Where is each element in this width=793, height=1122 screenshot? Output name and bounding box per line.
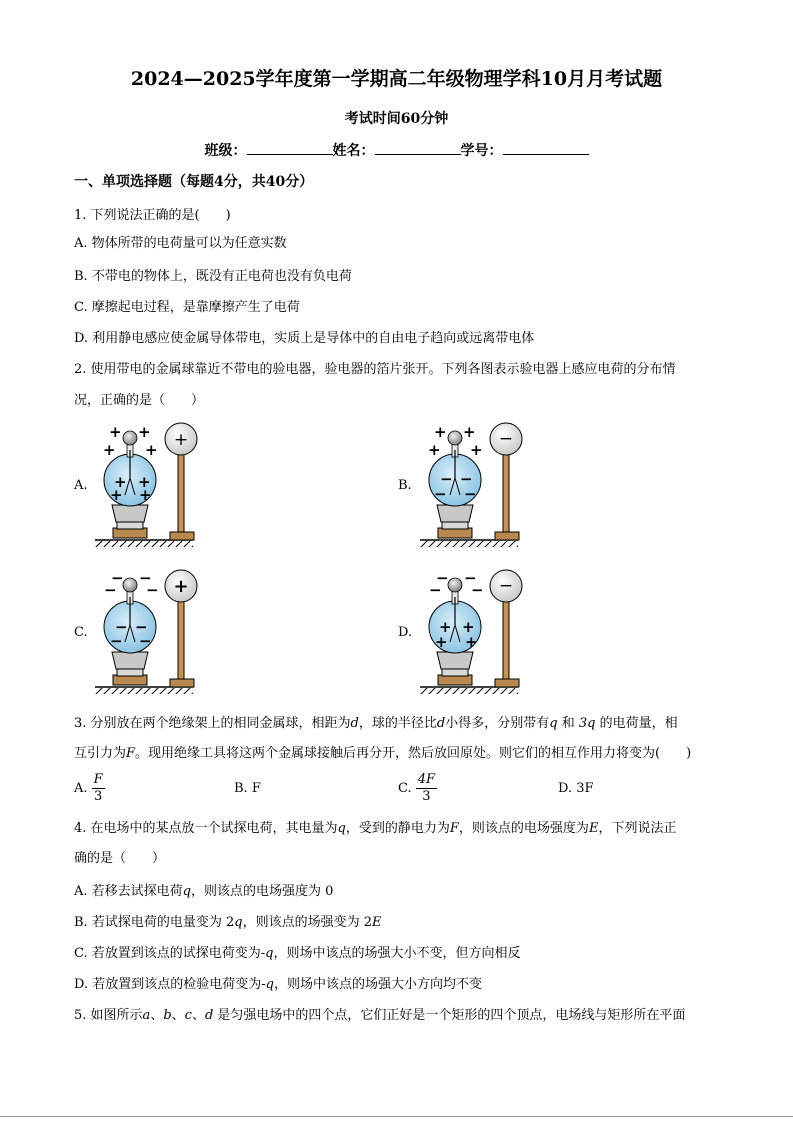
svg-text:−: − bbox=[498, 429, 514, 449]
q4-b-text1: B. 若试探电荷的电量变为 2 bbox=[74, 915, 235, 930]
name-label: 姓名： bbox=[332, 143, 375, 159]
q3-line2 bbox=[74, 742, 691, 761]
q3-option-a-den: 3 bbox=[94, 789, 103, 804]
q5-var-b: b bbox=[163, 1008, 172, 1023]
q5-sep-1: 、 bbox=[150, 1008, 164, 1023]
q3-option-c-fraction bbox=[416, 772, 437, 805]
svg-text:−: − bbox=[135, 618, 148, 636]
svg-text:−: − bbox=[436, 569, 449, 587]
q4-option-b bbox=[74, 911, 381, 930]
figure-a bbox=[95, 423, 197, 547]
q1-stem: 1. 下列说法正确的是( ) bbox=[74, 208, 231, 223]
q4-var-F: F bbox=[449, 821, 459, 836]
q4-c-text1: C. 若放置到该点的试探电荷变为- bbox=[74, 946, 266, 961]
svg-text:+: + bbox=[463, 423, 476, 441]
q4-c-text2: ，则场中该点的场强大小不变，但方向相反 bbox=[273, 946, 521, 961]
svg-text:−: − bbox=[110, 632, 123, 650]
q4-text-1d: ，下列说法正 bbox=[598, 821, 677, 836]
q3-text-2a: 互引力为 bbox=[74, 746, 127, 761]
q5-text-1a: 5. 如图所示 bbox=[74, 1008, 143, 1023]
q5-line1 bbox=[74, 1004, 685, 1023]
svg-text:+: + bbox=[470, 441, 483, 459]
q3-option-a-label: A. bbox=[74, 781, 88, 796]
svg-text:−: − bbox=[139, 632, 152, 650]
svg-text:−: − bbox=[104, 581, 117, 599]
svg-text:−: − bbox=[464, 485, 477, 503]
q5-sep-3: 、 bbox=[191, 1008, 205, 1023]
q5-var-d: d bbox=[204, 1008, 214, 1023]
page-bottom-rule bbox=[0, 1116, 793, 1117]
q3-option-b: B. F bbox=[234, 781, 261, 796]
svg-text:−: − bbox=[111, 569, 124, 587]
q4-b-text2: ，则该点的场强变为 2 bbox=[242, 915, 372, 930]
q5-text-1b: 是匀强电场中的四个点，它们正好是一个矩形的四个顶点，电场线与矩形所在平面 bbox=[213, 1008, 686, 1023]
q4-var-q: q bbox=[337, 821, 346, 836]
section-heading: 一、单项选择题（每题4分，共40分） bbox=[74, 174, 314, 190]
q3-text-1d: 和 bbox=[561, 716, 575, 731]
svg-text:+: + bbox=[103, 441, 116, 459]
svg-text:+: + bbox=[110, 486, 123, 504]
q4-text-1b: ，受到的静电力为 bbox=[345, 821, 450, 836]
q3-option-c bbox=[398, 772, 437, 805]
paper-title: 2024—2025学年度第一学期高二年级物理学科10月月考试题 bbox=[130, 68, 663, 90]
svg-text:+: + bbox=[465, 633, 478, 651]
q4-b-var-q: q bbox=[234, 915, 243, 930]
q1-option-a: A. 物体所带的电荷量可以为任意实数 bbox=[74, 236, 287, 251]
q1-option-b: B. 不带电的物体上，既没有正电荷也没有负电荷 bbox=[74, 269, 352, 284]
q3-option-a-fraction bbox=[92, 772, 105, 805]
q4-a-text2: ，则该点的电场强度为 0 bbox=[190, 884, 334, 899]
q4-var-E: E bbox=[588, 821, 599, 836]
figure-d bbox=[420, 569, 522, 694]
svg-text:+: + bbox=[109, 423, 122, 441]
q4-option-a bbox=[74, 880, 333, 899]
q4-d-text2: ，则场中该点的场强大小方向均不变 bbox=[273, 977, 482, 992]
q3-var-d-2: d bbox=[436, 716, 446, 731]
svg-text:+: + bbox=[139, 486, 152, 504]
q1-option-d: D. 利用静电感应使金属导体带电，实质上是导体中的自由电子趋向或远离带电体 bbox=[74, 331, 535, 346]
q3-line1 bbox=[74, 712, 678, 731]
q2-stem-line1: 2. 使用带电的金属球靠近不带电的验电器，验电器的箔片张开。下列各图表示验电器上感应电荷的分布情 bbox=[74, 362, 676, 377]
q3-text-1e: 的电荷量，相 bbox=[599, 716, 678, 731]
q3-option-c-label: C. bbox=[398, 781, 412, 796]
svg-text:−: − bbox=[146, 581, 159, 599]
q3-option-a bbox=[74, 772, 105, 805]
svg-text:−: − bbox=[440, 470, 453, 488]
svg-text:+: + bbox=[173, 430, 189, 450]
svg-text:+: + bbox=[145, 441, 158, 459]
q3-option-c-num: 4F bbox=[417, 772, 436, 787]
svg-text:−: − bbox=[464, 569, 477, 587]
svg-text:+: + bbox=[462, 618, 475, 636]
svg-text:+: + bbox=[434, 423, 447, 441]
svg-text:−: − bbox=[471, 581, 484, 599]
q1-option-c: C. 摩擦起电过程，是靠摩擦产生了电荷 bbox=[74, 300, 300, 315]
svg-text:−: − bbox=[460, 470, 473, 488]
q5-var-c: c bbox=[184, 1008, 192, 1023]
q4-c-var-q: q bbox=[265, 946, 274, 961]
q3-var-3q: 3q bbox=[578, 716, 596, 731]
q3-option-d: D. 3F bbox=[558, 781, 594, 796]
q4-option-c bbox=[74, 942, 521, 961]
id-label: 学号： bbox=[460, 143, 503, 159]
q2-stem-line2: 况，正确的是（ ） bbox=[74, 393, 205, 408]
q4-line2: 确的是（ ） bbox=[74, 851, 166, 866]
q4-line1 bbox=[74, 817, 676, 836]
figure-b bbox=[420, 423, 522, 547]
q2-label-c: C. bbox=[74, 625, 88, 640]
exam-time: 考试时间60分钟 bbox=[344, 111, 449, 127]
q4-a-var-q: q bbox=[182, 884, 191, 899]
q4-a-text1: A. 若移去试探电荷 bbox=[74, 884, 183, 899]
q3-var-d: d bbox=[350, 716, 359, 731]
q2-label-b: B. bbox=[398, 478, 412, 493]
q2-label-a: A. bbox=[74, 478, 88, 493]
svg-text:+: + bbox=[428, 441, 441, 459]
q3-text-2b: 。现用绝缘工具将这两个金属球接触后再分开，然后放回原处。则它们的相互作用力将变为( ) bbox=[135, 746, 692, 761]
svg-text:+: + bbox=[173, 576, 189, 597]
q3-var-F: F bbox=[126, 746, 136, 761]
q3-var-q: q bbox=[549, 716, 558, 731]
svg-text:+: + bbox=[138, 473, 151, 491]
svg-text:−: − bbox=[139, 569, 152, 587]
svg-text:−: − bbox=[429, 581, 442, 599]
q4-b-var-E: E bbox=[371, 915, 382, 930]
q4-text-1a: 4. 在电场中的某点放一个试探电荷，其电量为 bbox=[74, 821, 338, 836]
svg-text:+: + bbox=[138, 423, 151, 441]
svg-text:+: + bbox=[114, 473, 127, 491]
svg-text:−: − bbox=[434, 485, 447, 503]
q5-var-a: a bbox=[142, 1008, 151, 1023]
class-label: 班级： bbox=[204, 143, 247, 159]
svg-text:−: − bbox=[498, 576, 514, 596]
q4-option-d bbox=[74, 973, 482, 992]
svg-text:+: + bbox=[439, 618, 452, 636]
q4-text-1c: ，则该点的电场强度为 bbox=[458, 821, 589, 836]
svg-text:−: − bbox=[115, 618, 128, 636]
q2-label-d: D. bbox=[398, 625, 413, 640]
q3-text-1c: 小得多，分别带有 bbox=[445, 716, 550, 731]
figure-c bbox=[95, 569, 197, 694]
q4-d-text1: D. 若放置到该点的检验电荷变为- bbox=[74, 977, 266, 992]
svg-text:+: + bbox=[435, 633, 448, 651]
q3-option-c-den: 3 bbox=[422, 789, 431, 804]
q5-sep-2: 、 bbox=[171, 1008, 185, 1023]
q3-text-1b: ，球的半径比 bbox=[358, 716, 437, 731]
q3-option-a-num: F bbox=[93, 772, 103, 787]
q3-text-1a: 3. 分别放在两个绝缘架上的相同金属球，相距为 bbox=[74, 716, 351, 731]
q4-d-var-q: q bbox=[265, 977, 274, 992]
